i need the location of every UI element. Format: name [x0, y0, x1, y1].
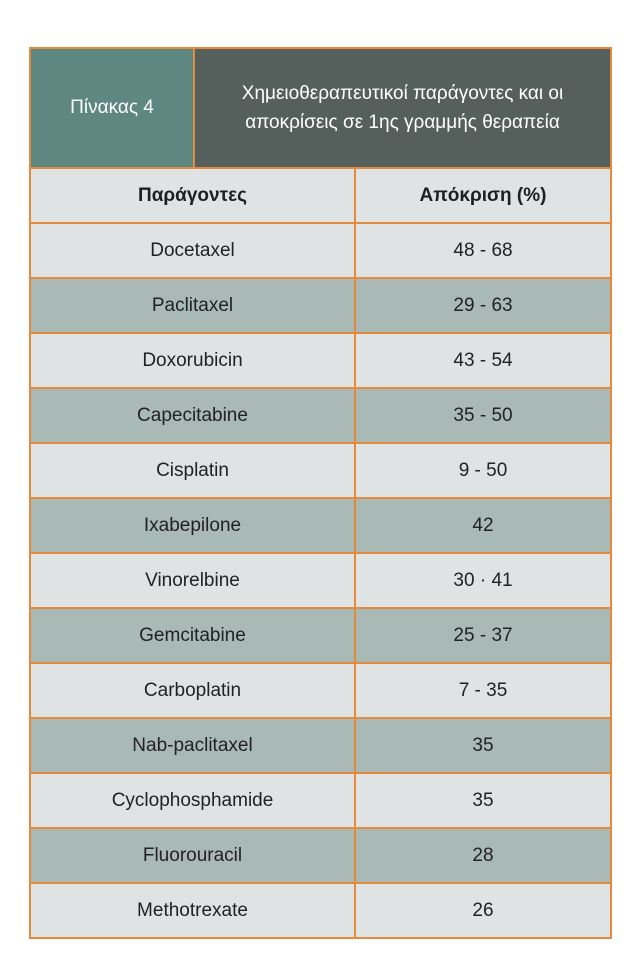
table-row — [31, 554, 610, 609]
table-row — [31, 609, 610, 664]
table-row — [31, 444, 610, 499]
agent-cell: Carboplatin — [31, 664, 356, 717]
response-cell: 35 — [472, 789, 494, 811]
table-row — [31, 334, 610, 389]
response-cell: 7 - 35 — [458, 679, 508, 701]
agent-cell: Docetaxel — [31, 224, 356, 277]
response-cell: 48 - 68 — [453, 239, 513, 261]
agent-cell: Doxorubicin — [31, 334, 356, 387]
table-row — [31, 279, 610, 334]
response-cell: 30 · 41 — [453, 569, 513, 591]
table-row — [31, 884, 610, 937]
response-cell: 9 - 50 — [458, 459, 508, 481]
table-row — [31, 499, 610, 554]
table-header-row — [31, 169, 610, 224]
agent-cell: Vinorelbine — [31, 554, 356, 607]
response-cell: 29 - 63 — [453, 294, 513, 316]
table-row — [31, 774, 610, 829]
table-number-label: Πίνακας 4 — [31, 49, 195, 167]
response-cell: 35 — [472, 734, 494, 756]
agent-cell: Gemcitabine — [31, 609, 356, 662]
response-cell: 35 - 50 — [453, 404, 513, 426]
agent-cell: Paclitaxel — [31, 279, 356, 332]
agent-cell: Methotrexate — [31, 884, 356, 937]
agent-cell: Fluorouracil — [31, 829, 356, 882]
response-cell: 43 - 54 — [453, 349, 513, 371]
agent-cell: Cisplatin — [31, 444, 356, 497]
chemotherapy-response-table — [29, 47, 612, 939]
agent-cell: Nab-paclitaxel — [31, 719, 356, 772]
agent-cell: Ixabepilone — [31, 499, 356, 552]
table-row — [31, 829, 610, 884]
response-cell: 25 - 37 — [453, 624, 513, 646]
column-header-agent: Παράγοντες — [31, 169, 356, 222]
response-cell: 26 — [472, 899, 494, 921]
agent-cell: Cyclophosphamide — [31, 774, 356, 827]
table-title: Χημειοθεραπευτικοί παράγοντες και οι αποκρίσεις σε 1ης γραμμής θεραπεία — [195, 49, 610, 167]
table-row — [31, 664, 610, 719]
table-row — [31, 389, 610, 444]
table-row — [31, 719, 610, 774]
column-header-response: Απόκριση (%) — [419, 184, 547, 206]
table-row — [31, 224, 610, 279]
response-cell: 42 — [472, 514, 494, 536]
table-caption — [31, 49, 610, 169]
agent-cell: Capecitabine — [31, 389, 356, 442]
response-cell: 28 — [472, 844, 494, 866]
